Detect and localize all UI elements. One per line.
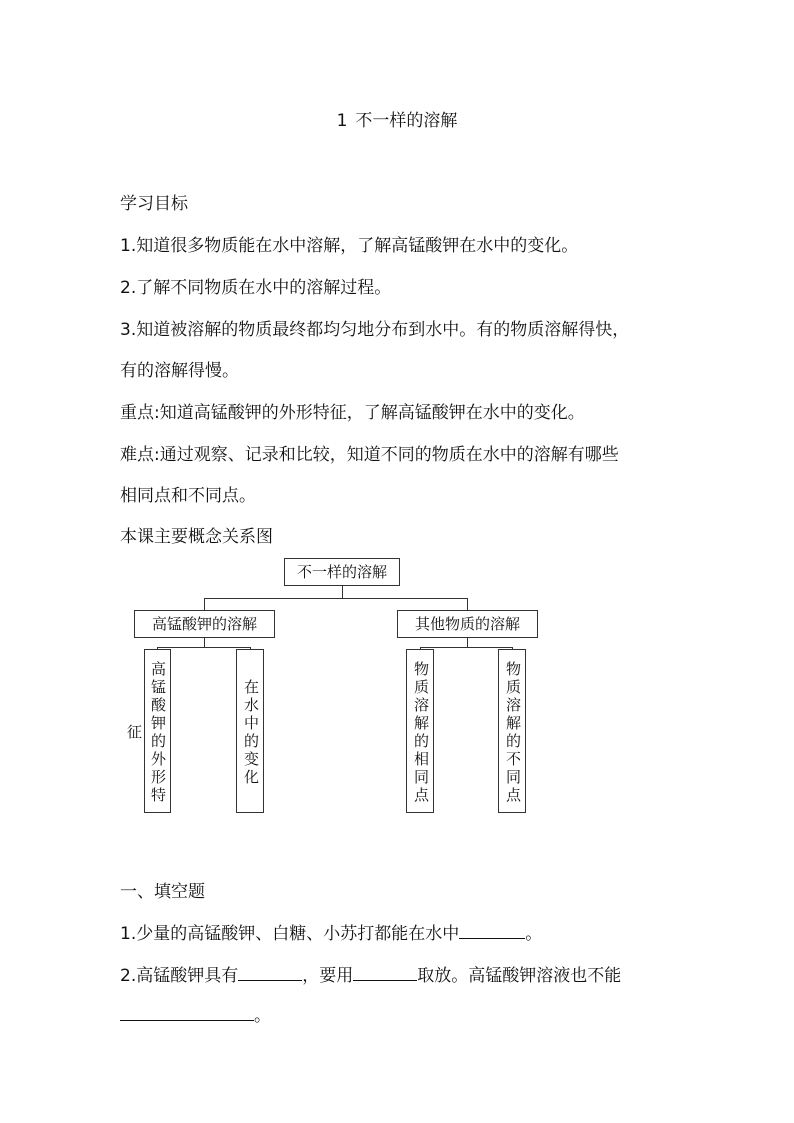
answer-blank-3[interactable] [353, 964, 417, 981]
difficulty-line-1: 难点:通过观察、记录和比较，知道不同的物质在水中的溶解有哪些 [120, 445, 619, 465]
question-1 [120, 919, 542, 944]
question-1-text: 1.少量的高锰酸钾、白糖、小苏打都能在水中 [120, 924, 460, 944]
question-2 [120, 961, 621, 986]
concept-leaf-shape-features: 高锰酸钾的外形特征 [144, 649, 171, 813]
question-2-part-3: 取放。高锰酸钾溶液也不能 [417, 966, 622, 986]
objective-item-3: 3.知道被溶解的物质最终都均匀地分布到水中。有的物质溶解得快， [120, 320, 630, 340]
concept-right-box: 其他物质的溶解 [397, 610, 538, 638]
objective-item-3-continued: 有的溶解得慢。 [120, 361, 239, 381]
answer-blank-2[interactable] [238, 964, 302, 981]
title-number: 1 [336, 111, 348, 131]
connector-right-horizontal [420, 647, 513, 648]
concept-leaf-similarities: 物质溶解的相同点 [406, 649, 434, 813]
question-2-part-1: 2.高锰酸钾具有 [120, 966, 239, 986]
objective-item-1: 1.知道很多物质能在水中溶解，了解高锰酸钾在水中的变化。 [120, 236, 579, 256]
concept-leaf-change-in-water: 在水中的变化 [236, 649, 264, 813]
page-title [0, 106, 794, 131]
connector-left-horizontal [157, 647, 251, 648]
objectives-heading: 学习目标 [120, 194, 188, 214]
exercises-heading: 一、填空题 [120, 882, 205, 902]
question-1-end: 。 [525, 924, 543, 944]
concept-root-box: 不一样的溶解 [284, 558, 400, 586]
question-2-end: 。 [254, 1006, 271, 1026]
key-point: 重点:知道高锰酸钾的外形特征，了解高锰酸钾在水中的变化。 [120, 403, 585, 423]
concept-map-heading: 本课主要概念关系图 [120, 527, 273, 547]
connector-horizontal-top [204, 598, 468, 599]
difficulty-line-2: 相同点和不同点。 [120, 486, 256, 506]
question-2-continued [120, 1001, 271, 1026]
title-text: 不一样的溶解 [355, 111, 458, 131]
objective-item-2: 2.了解不同物质在水中的溶解过程。 [120, 278, 392, 298]
concept-left-box: 高锰酸钾的溶解 [134, 610, 275, 638]
concept-leaf-differences: 物质溶解的不同点 [498, 649, 526, 813]
answer-blank-4[interactable] [120, 1004, 254, 1021]
answer-blank-1[interactable] [459, 922, 525, 939]
question-2-part-2: ，要用 [302, 966, 354, 986]
